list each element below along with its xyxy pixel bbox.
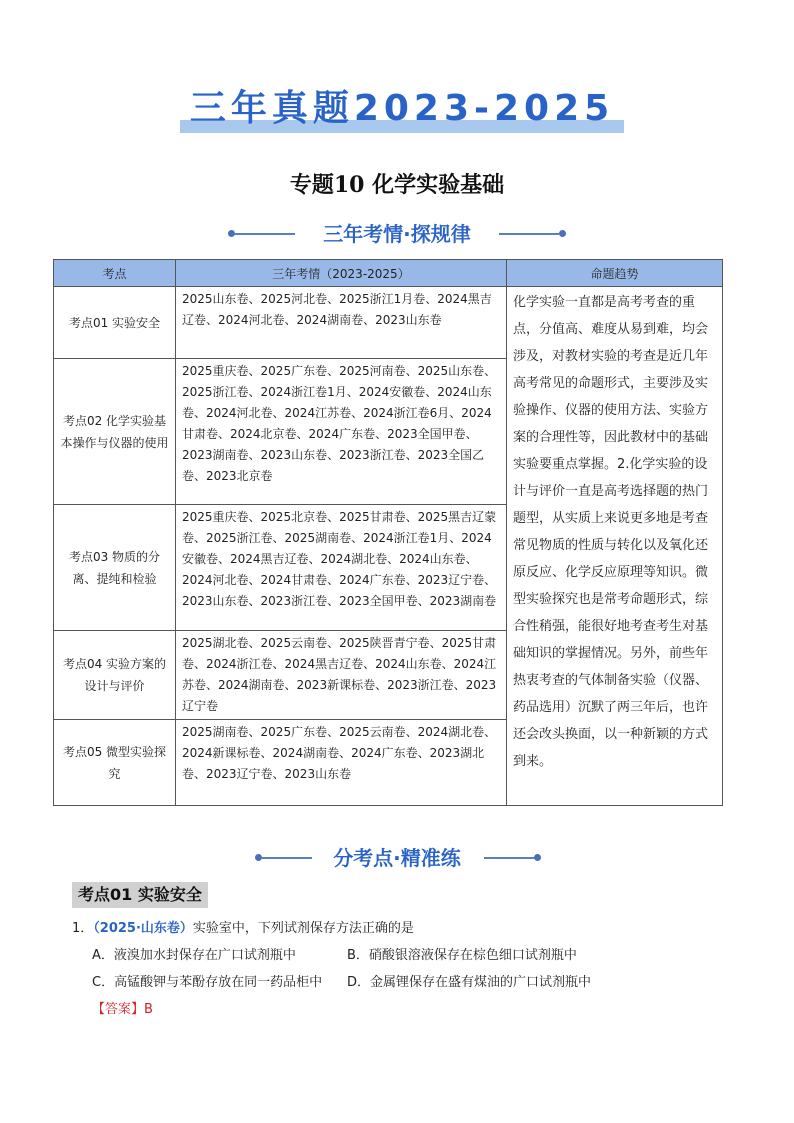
section-heading-trend [0,219,794,249]
header-kaodian: 考点 [54,260,176,287]
table-row [54,287,723,359]
answer-label: 【答案】 [92,1002,145,1017]
option-c: C．高锰酸钾与苯酚存放在同一药品柜中 [92,975,323,990]
topic-subtitle: 专题10 化学实验基础 [289,172,505,198]
option-a: A．液溴加水封保存在广口试剂瓶中 [92,948,296,963]
trend-cell: 化学实验一直都是高考考查的重点，分值高、难度从易到难，均会涉及，对教材实验的考查是近几年高考常见的命题形式，主要涉及实验操作、仪器的使用方法、实验方案的合理性等，因此教材中的基础实验要重点掌握。2.化学实验的设计与评价一直是高考选择题的热门题型，从实质上来说更多地是考查常见物质的性质与转化以及氧化还原反应、化学反应原理等知识。微型实验探究也是常考命题形式，综合性稍强，能很好地考查考生对基础知识的掌握情况。另外，前些年热衷考查的气体制备实验（仪器、药品选用）沉默了两三年后，也许还会改头换面，以一种新颖的方式到来。 [507,287,723,806]
table-header-row [54,260,723,287]
exam-trend-table [53,259,723,806]
page-title: 三年真题2023-2025 [189,88,615,129]
exams-cell: 2025湖南卷、2025广东卷、2025云南卷、2024湖北卷、2024新课标卷、2024湖南卷、2024广东卷、2023湖北卷、2023辽宁卷、2023山东卷 [176,720,507,806]
question-number: 1． [72,921,94,936]
header-trend: 命题趋势 [507,260,723,287]
kaodian-cell: 考点05 微型实验探究 [54,720,176,806]
question-stem-line [72,920,414,938]
kaodian-cell: 考点03 物质的分离、提纯和检验 [54,505,176,631]
section-title: 分考点·精准练 [333,846,461,870]
header-exams: 三年考情（2023-2025） [176,260,507,287]
kaodian-cell: 考点01 实验安全 [54,287,176,359]
section-heading-practice [0,843,794,873]
kaodian-cell: 考点02 化学实验基本操作与仪器的使用 [54,359,176,505]
kaodian-cell: 考点04 实验方案的设计与评价 [54,631,176,720]
title-banner [180,86,624,136]
question-stem: 实验室中，下列试剂保存方法正确的是 [192,921,414,936]
answer-value: B [144,1002,153,1017]
kaodian-heading: 考点01 实验安全 [72,882,208,908]
question-source: （2025·山东卷） [93,921,193,936]
exams-cell: 2025山东卷、2025河北卷、2025浙江1月卷、2024黑吉辽卷、2024河北卷、2024湖南卷、2023山东卷 [176,287,507,359]
answer-line [92,1001,153,1019]
exams-cell: 2025湖北卷、2025云南卷、2025陕晋青宁卷、2025甘肃卷、2024浙江卷、2024黑吉辽卷、2024山东卷、2024江苏卷、2024湖南卷、2023新课标卷、2023浙江卷、2023辽宁卷 [176,631,507,720]
option-d: D．金属锂保存在盛有煤油的广口试剂瓶中 [347,975,592,990]
exams-cell: 2025重庆卷、2025广东卷、2025河南卷、2025山东卷、2025浙江卷、2024浙江卷1月、2024安徽卷、2024山东卷、2024河北卷、2024江苏卷、2024浙江卷6月、2024甘肃卷、2024北京卷、2024广东卷、2023全国甲卷、2023湖南卷、2023山东卷、2023浙江卷、2023全国乙卷、2023北京卷 [176,359,507,505]
option-b: B．硝酸银溶液保存在棕色细口试剂瓶中 [347,948,577,963]
section-title: 三年考情·探规律 [323,222,471,246]
exams-cell: 2025重庆卷、2025北京卷、2025甘肃卷、2025黑吉辽蒙卷、2025浙江卷、2025湖南卷、2024浙江卷1月、2024安徽卷、2024黑吉辽卷、2024湖北卷、2024山东卷、2024河北卷、2024甘肃卷、2024广东卷、2023辽宁卷、2023山东卷、2023浙江卷、2023全国甲卷、2023湖南卷 [176,505,507,631]
